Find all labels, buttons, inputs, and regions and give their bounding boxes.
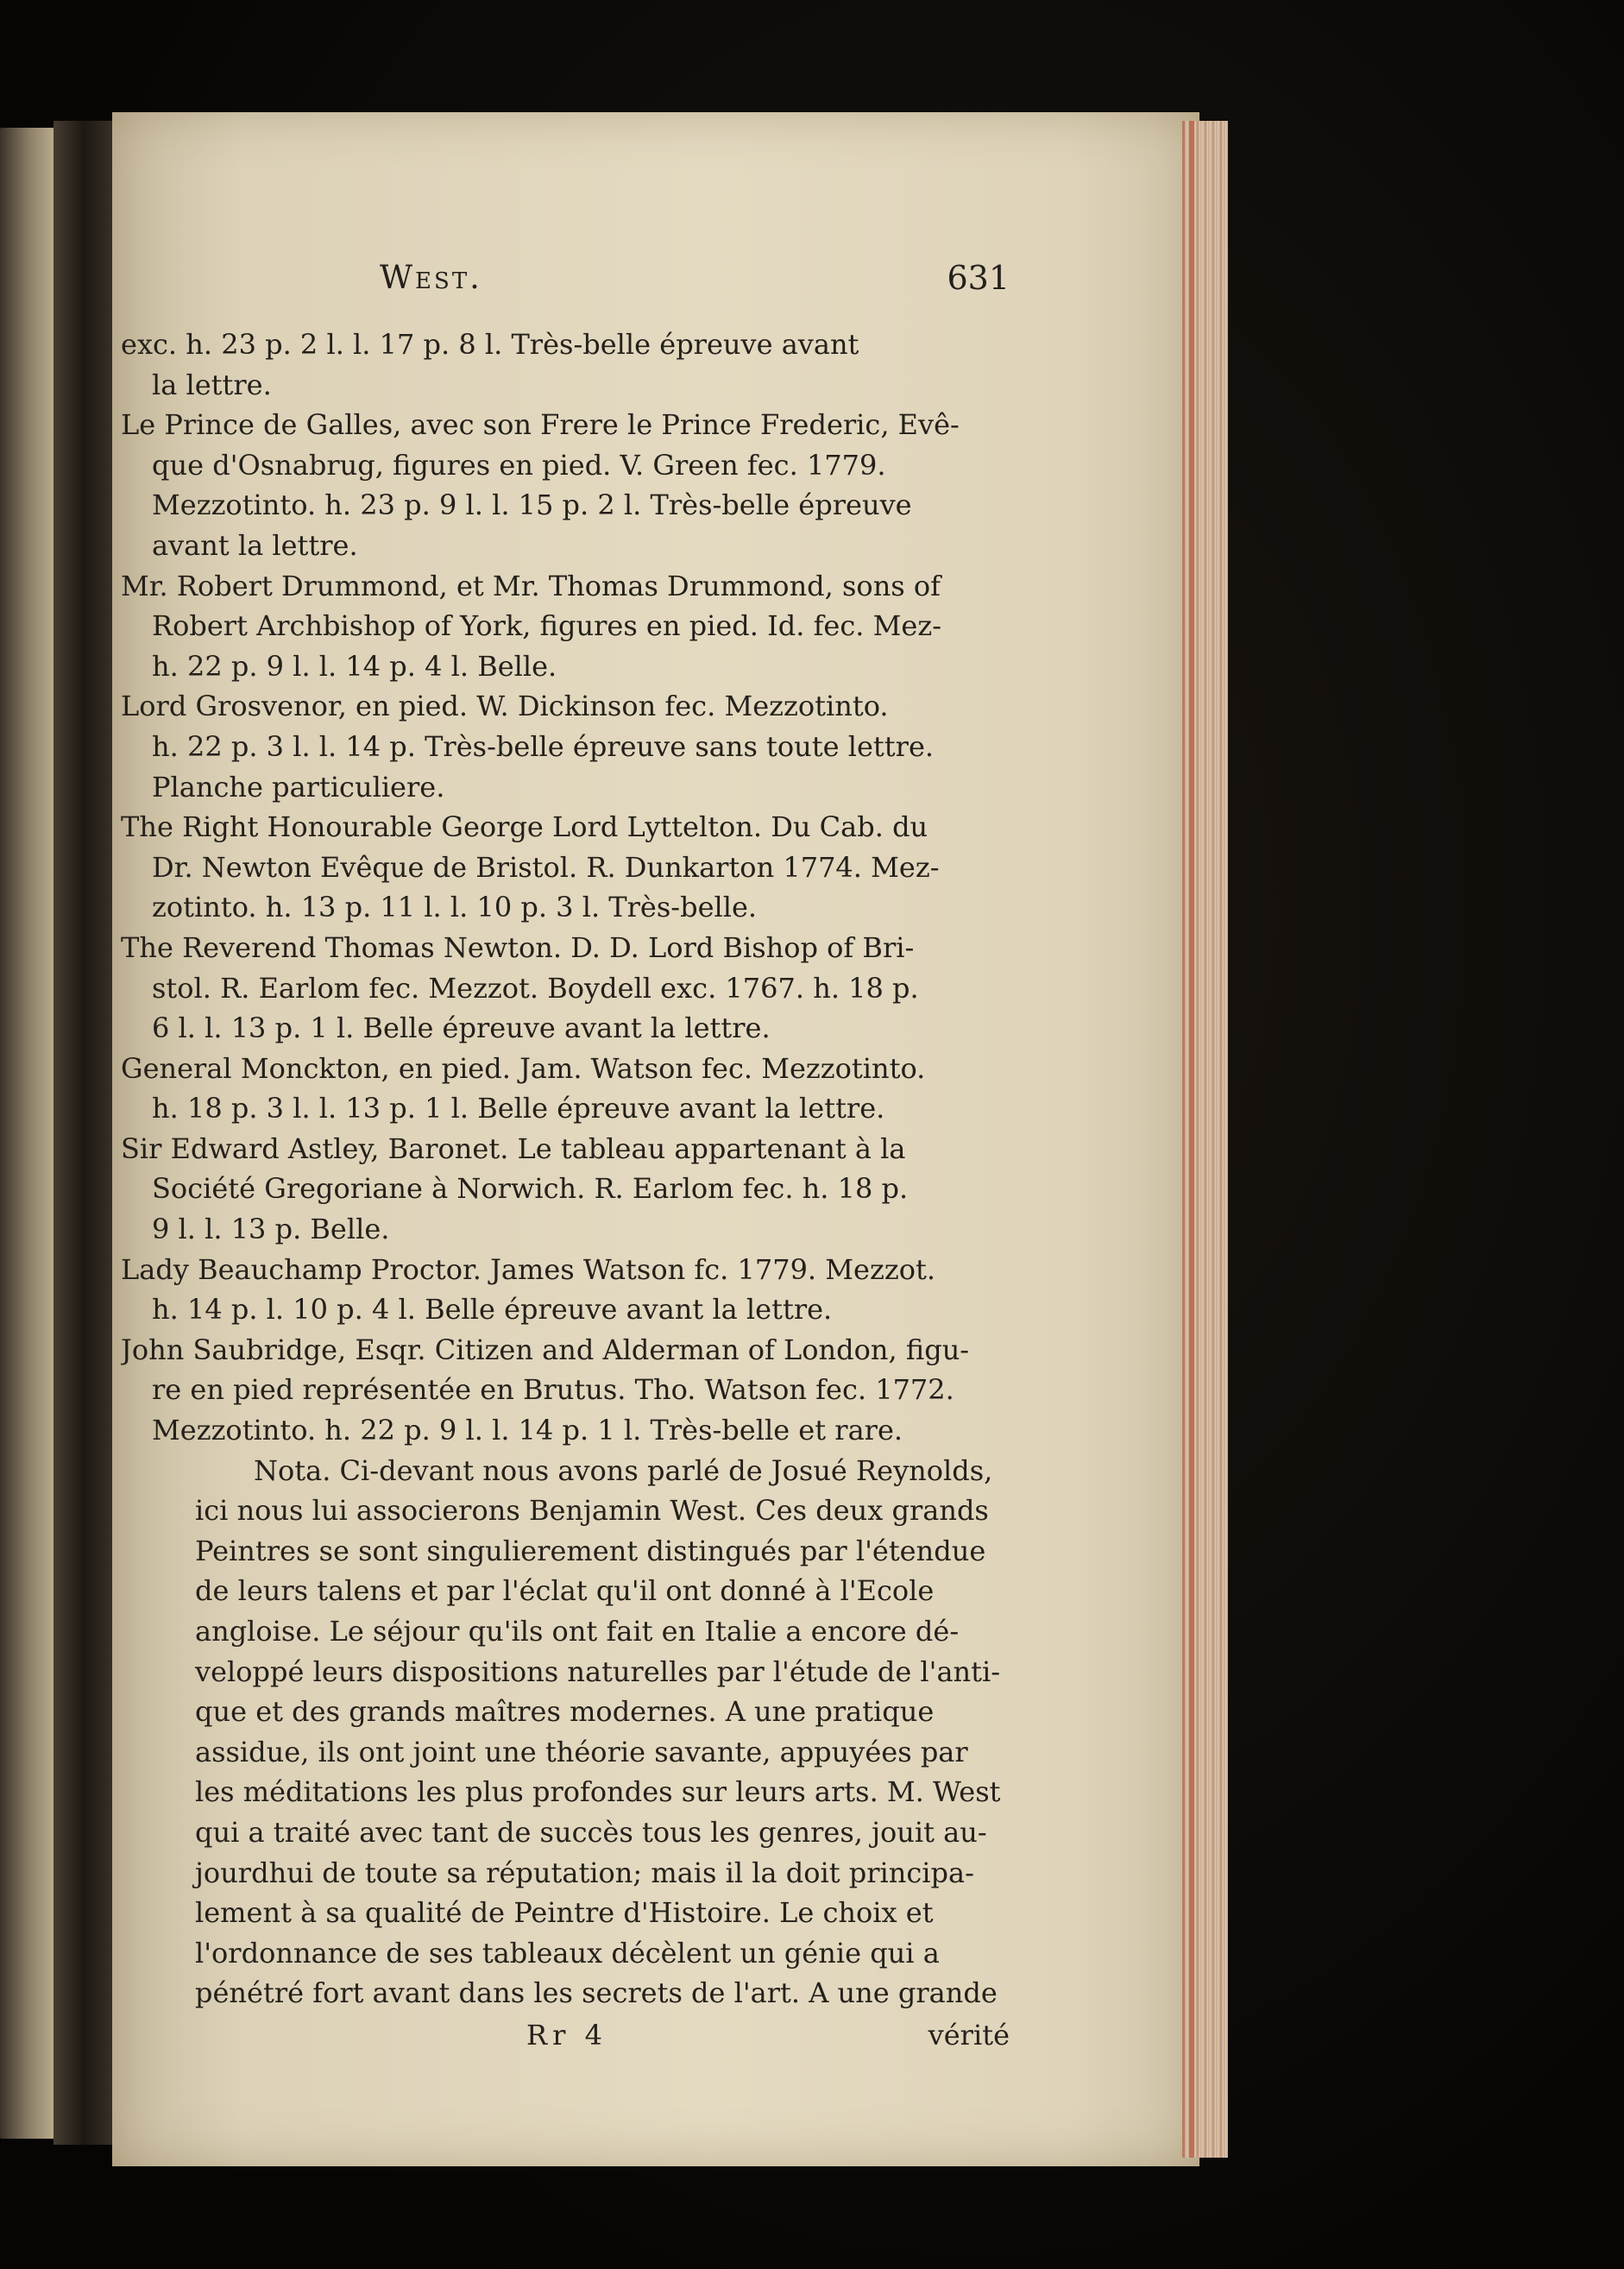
page-text: [121, 259, 1018, 2056]
catalogue-entries: [121, 325, 1018, 1451]
entry-line: Planche particuliere.: [152, 770, 445, 804]
entry-line: h. 14 p. l. 10 p. 4 l. Belle épreuve avant la lettre.: [152, 1293, 833, 1327]
entry-line: h. 18 p. 3 l. l. 13 p. 1 l. Belle épreuve avant la lettre.: [152, 1092, 885, 1125]
entry-line: Robert Archbishop of York, figures en pied. Id. fec. Mez-: [152, 609, 941, 643]
entry-line: que d'Osnabrug, figures en pied. V. Green fec. 1779.: [152, 448, 886, 482]
nota-line: de leurs talens et par l'éclat qu'il ont donné à l'Ecole: [195, 1574, 935, 1608]
entry-line: Lord Grosvenor, en pied. W. Dickinson fec. Mezzotinto.: [121, 690, 889, 723]
catalogue-entry: [121, 928, 1018, 1049]
nota-line: lement à sa qualité de Peintre d'Histoire. Le choix et: [195, 1896, 934, 1930]
nota-line: les méditations les plus profondes sur leurs arts. M. West: [195, 1775, 1001, 1809]
entry-line: zotinto. h. 13 p. 11 l. l. 10 p. 3 l. Très-belle.: [152, 891, 758, 924]
entry-line: The Right Honourable George Lord Lyttelton. Du Cab. du: [121, 810, 928, 844]
running-title: West.: [380, 259, 482, 296]
entry-line: Société Gregoriane à Norwich. R. Earlom fec. h. 18 p.: [152, 1172, 909, 1206]
entry-line: Le Prince de Galles, avec son Frere le Prince Frederic, Evê-: [121, 408, 960, 442]
nota-line: Peintres se sont singulierement distingués par l'étendue: [195, 1534, 986, 1567]
entry-line: Sir Edward Astley, Baronet. Le tableau appartenant à la: [121, 1131, 906, 1165]
entry-line: avant la lettre.: [152, 528, 358, 562]
catalogue-entry: [121, 325, 1018, 405]
entry-line: Lady Beauchamp Proctor. James Watson fc. 1779. Mezzot.: [121, 1252, 935, 1286]
previous-page-edge: [0, 128, 54, 2139]
running-head: [121, 259, 1018, 319]
nota-line: ici nous lui associerons Benjamin West. Ces deux grands: [195, 1494, 989, 1528]
entry-line: 9 l. l. 13 p. Belle.: [152, 1213, 390, 1246]
catchword: vérité: [928, 2018, 1010, 2052]
catalogue-entry: [121, 686, 1018, 807]
nota-line: pénétré fort avant dans les secrets de l'art. A une grande: [195, 1976, 998, 2010]
catalogue-entry: [121, 807, 1018, 928]
nota-paragraph: [121, 1451, 1018, 2014]
nota-line: angloise. Le séjour qu'ils ont fait en Italie a encore dé-: [195, 1615, 960, 1648]
catalogue-entry: [121, 1250, 1018, 1330]
red-edge-stain: [1189, 121, 1194, 2158]
book-gutter: [54, 121, 121, 2145]
catalogue-entry: [121, 566, 1018, 687]
entry-line: Mezzotinto. h. 22 p. 9 l. l. 14 p. 1 l. Très-belle et rare.: [152, 1414, 903, 1447]
catalogue-entry: [121, 1330, 1018, 1451]
entry-line: stol. R. Earlom fec. Mezzot. Boydell exc. 1767. h. 18 p.: [152, 971, 919, 1005]
nota-line: qui a traité avec tant de succès tous les genres, jouit au-: [195, 1815, 987, 1849]
nota-line: l'ordonnance de ses tableaux décèlent un génie qui a: [195, 1936, 940, 1970]
nota-line: Nota. Ci-devant nous avons parlé de Josué Reynolds,: [254, 1453, 993, 1487]
entry-line: John Saubridge, Esqr. Citizen and Alderman of London, figu-: [121, 1333, 970, 1366]
catalogue-entry: [121, 405, 1018, 565]
entry-line: Mezzotinto. h. 23 p. 9 l. l. 15 p. 2 l. Très-belle épreuve: [152, 488, 912, 522]
nota-line: veloppé leurs dispositions naturelles par l'étude de l'anti-: [195, 1654, 1001, 1688]
nota-line: assidue, ils ont joint une théorie savante, appuyées par: [195, 1735, 968, 1768]
entry-line: h. 22 p. 3 l. l. 14 p. Très-belle épreuve sans toute lettre.: [152, 729, 935, 763]
page-number: 631: [947, 259, 1010, 297]
entry-line: The Reverend Thomas Newton. D. D. Lord Bishop of Bri-: [121, 930, 915, 964]
entry-line: Mr. Robert Drummond, et Mr. Thomas Drummond, sons of: [121, 569, 941, 602]
entry-line: 6 l. l. 13 p. 1 l. Belle épreuve avant la lettre.: [152, 1012, 771, 1045]
page-footer: [121, 2015, 1018, 2056]
nota-line: jourdhui de toute sa réputation; mais il la doit principa-: [195, 1856, 974, 1889]
catalogue-entry: [121, 1129, 1018, 1250]
catalogue-entry: [121, 1049, 1018, 1129]
entry-line: exc. h. 23 p. 2 l. l. 17 p. 8 l. Très-belle épreuve avant: [121, 328, 859, 361]
signature-mark: Rr 4: [526, 2018, 607, 2052]
entry-line: re en pied représentée en Brutus. Tho. Watson fec. 1772.: [152, 1373, 954, 1407]
entry-line: General Monckton, en pied. Jam. Watson fec. Mezzotinto.: [121, 1051, 926, 1085]
entry-line: la lettre.: [152, 368, 272, 401]
entry-line: h. 22 p. 9 l. l. 14 p. 4 l. Belle.: [152, 649, 557, 683]
nota-line: que et des grands maîtres modernes. A une pratique: [195, 1695, 935, 1729]
entry-line: Dr. Newton Evêque de Bristol. R. Dunkarton 1774. Mez-: [152, 850, 940, 884]
